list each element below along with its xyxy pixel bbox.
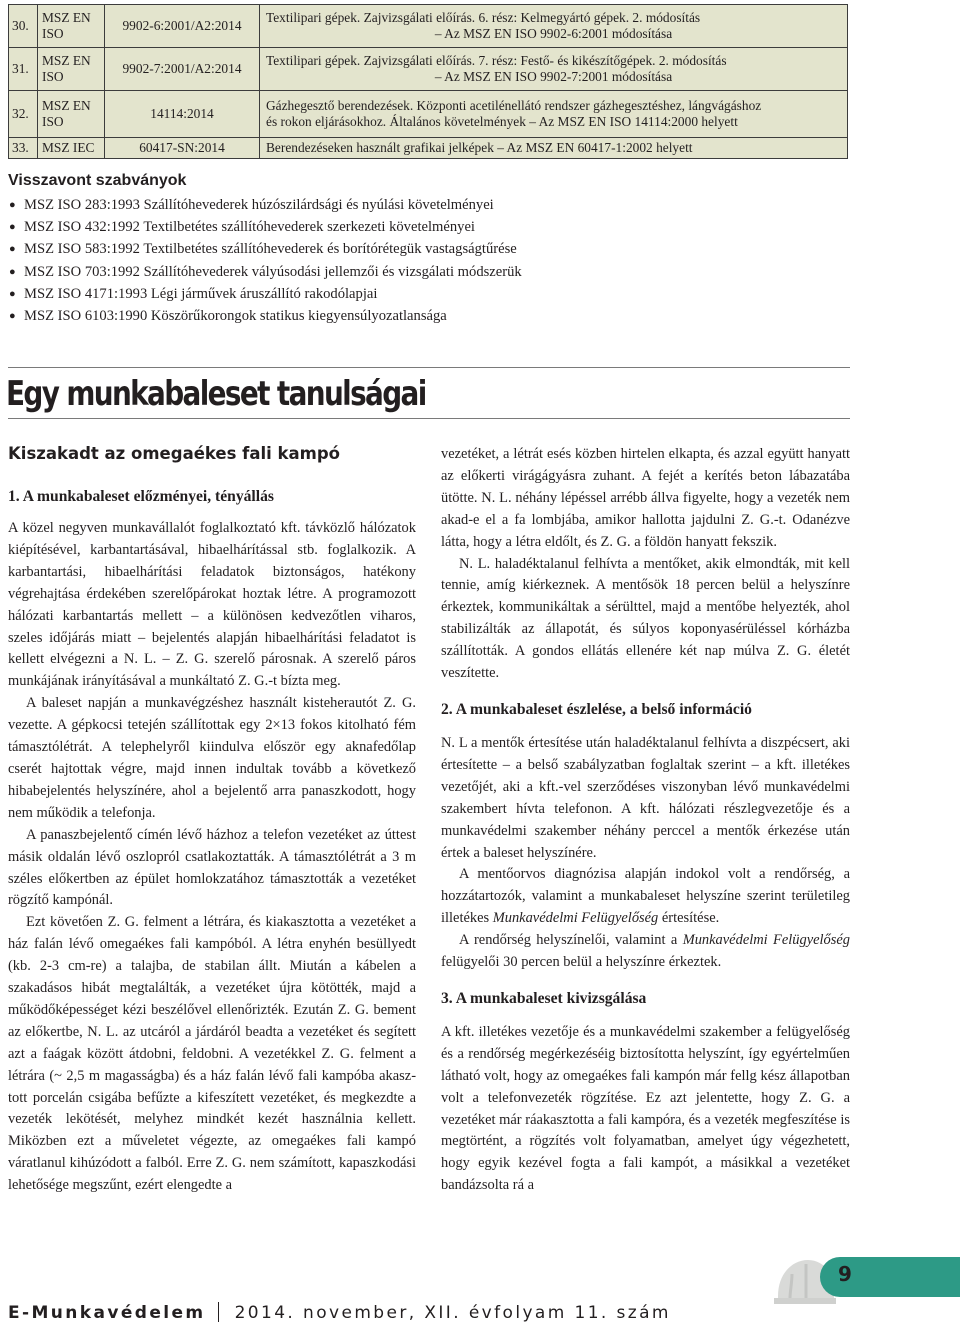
standard-org: MSZ IEC	[38, 138, 105, 159]
section-heading: 1. A munkabaleset előzményei, tényállás	[8, 488, 274, 505]
paragraph: A baleset napján a munkavégzéshez használt kisteherautót Z. G. vezette. A gépkocsi tetején szállítottak egy 2×13 fokos kitolható fém támasztólétrát. A telephelyről kiindulva először egy aknafedőlap cserét hajtottak végre, majd innen indultak tovább a következő hibabejelentés helyszínére, ahol a bejelentő arra panaszkodott, hogy nem működik a telefonja.	[8, 695, 416, 821]
footer-separator	[218, 1302, 219, 1322]
section-heading: 3. A munkabaleset kivizsgálása	[441, 989, 647, 1007]
bullet-icon: ●	[9, 287, 16, 300]
list-item: ● MSZ ISO 283:1993 Szállítóhevederek húzószilárdsági és nyúlási követelményei	[8, 194, 522, 216]
paragraph: N. L. haladéktalanul felhívta a mentőket, akik elmondták, mit kell tennie, amíg kiérkeznek. A mentősök 18 percen belül a helyszínre érkeztek, kommunikáltak a sérülttel, majd a mentőbe helyezték, ahol stabilizálták az állapotát, és súlyos koponyasérüléssel kórházba szállították. A gondos ellátás ellenére két nap múlva Z. G. életét veszítette.	[441, 555, 850, 682]
paragraph: A közel negyven munkavállalót foglalkoztató kft. távközlő hálózatok kiépítésével, karbantartásával, hibaelhárítással stb. foglalkozik. A karbantartási, hibaelhárítási feladatok biztonságos, hatékony végrehajtása érdekében szerelőpárokat hoztak létre. A programozott hálózati karbantartás mellett – a különösen kedvezőtlen viharos, szeles időjárás miatt – bejelentés alapján hibaelhárítási feladatot is kellett elvégezni a N. L. – Z. G. szerelő párosnak. A szerelő páros munkájának irányításával a munkáltató Z. G.-t bízta meg.	[8, 520, 416, 690]
standard-code: 9902-6:2001/A2:2014	[105, 5, 260, 48]
standard-description: Textilipari gépek. Zajvizsgálati előírás. 7. rész: Festő- és kikészítőgépek. 2. módosítás – Az MSZ EN ISO 9902-7:2001 módosítása	[260, 48, 848, 91]
article-subtitle: Kiszakadt az omegaékes fali kampó	[8, 444, 340, 463]
standards-table	[8, 4, 848, 159]
list-item: ● MSZ ISO 6103:1990 Köszörűkorongok statikus kiegyensúlyozatlansága	[8, 305, 522, 327]
heading-rule-bottom	[8, 418, 850, 419]
section-heading: 2. A munkabaleset észlelése, a belső információ	[441, 700, 752, 718]
page-number: 9	[838, 1262, 852, 1286]
emphasis: Munkavédelmi Felügyelőség	[492, 910, 659, 927]
bullet-icon: ●	[9, 309, 16, 322]
row-number: 33.	[9, 138, 38, 159]
standard-org: MSZ EN ISO	[38, 5, 105, 48]
table-row	[9, 138, 848, 159]
standard-code: 9902-7:2001/A2:2014	[105, 48, 260, 91]
list-item: ● MSZ ISO 583:1992 Textilbetétes szállítóhevederek és borítórétegük vastagságtűrése	[8, 238, 522, 260]
list-item: ● MSZ ISO 703:1992 Szállítóhevederek vályúsodási jellemzői és vizsgálati módszerük	[8, 261, 522, 283]
bullet-icon: ●	[9, 199, 16, 211]
magazine-name: E-Munkavédelem	[8, 1303, 206, 1323]
table-row	[9, 5, 848, 48]
standard-description: Gázhegesztő berendezések. Központi acetilénellátó rendszer gázhegesztéshez, lángvágáshoz és rokon eljárásokhoz. Általános követelmények – Az MSZ EN ISO 14114:2000 helyett	[260, 91, 848, 138]
paragraph: A kft. illetékes vezetője és a munkavédelmi szakember a felügyelőség és a rendőrség megérkezéséig biztosította helyszínt, így egyértelműen látható volt, hogy az omegaékes fali kampón már fellg kész állapotban volt a telefonvezeték rögzítése. Ez azt jelentette, hogy Z. G. a vezetéket már ráakasztotta a fali kampóra, és a vezeték megfeszítése is megtörtént, a rögzítés volt folyamatban, amelyet úgy végezhetett, hogy egyik kezével fogta a fali kampót, a másikkal a vezetéket bandázsolta rá a	[441, 1023, 850, 1194]
bullet-icon: ●	[9, 221, 16, 234]
paragraph: Ezt követően Z. G. felment a létrára, és kiakasztotta a vezetéket a ház falán lévő omegaékes fali kampóból. A létra enyhén besüllyedt (kb. 2-3 cm-re) a talajba, de stabilan állt. Miután a kábelen a szakadásos hibát megtalálták, a vezetéket újra kötötték, majd a működőképességet kézi beszélővel ellenőrizték. Ezután Z. G. bement az előkertbe, N. L. az utcáról a járdáról beadta a vezetéket és segített azt a faágak között átdobni, feldobni. A vezetékkel Z. G. felment a létrára (~ 2,5 m magasságba) és a ház falán lévő fali kampóba akasztott porcelán csigába befűzte a kifeszített vezetéket, és megkezdte a vezeték lekötését, melyhez mindkét kezét használnia kellett. Miközben ezt a műveletet végezte, az omegaékes fali kampó váratlanul kihúzódott a falból. Erre Z. G. nem számított, kapaszkodási lehetősége megszűnt, ezért elengedte a	[8, 914, 416, 1194]
row-number: 30.	[9, 5, 38, 48]
paragraph: A rendőrség helyszínelői, valamint a Munkavédelmi Felügyelőség felügyelői 30 percen belül a helyszínre érkeztek.	[441, 932, 851, 971]
standard-code: 14114:2014	[105, 91, 260, 138]
article-column-left	[8, 486, 416, 1197]
paragraph: N. L a mentők értesítése után haladéktalanul felhívta a diszpécsert, aki értesítette – a belső szabályzatban foglaltak szerint – a kft. illetékes vezetőjét, aki a kft.-vel szerződéses viszonyban lévő munkavédelmi szakembert hívta telefonon. A kft. hálózati részlegvezetője és a munkavédelmi szakember néhány perccel a mentők érkezése után értek a baleset helyszínére.	[441, 734, 850, 861]
withdrawn-list	[8, 194, 522, 327]
article-title: Egy munkabaleset tanulságai	[6, 374, 426, 414]
article-column-right	[441, 444, 850, 1197]
standard-description: Textilipari gépek. Zajvizsgálati előírás. 6. rész: Kelmegyártó gépek. 2. módosítás – Az MSZ EN ISO 9902-6:2001 módosítása	[260, 5, 848, 48]
standard-description: Berendezéseken használt grafikai jelképek – Az MSZ EN 60417-1:2002 helyett	[260, 138, 848, 159]
bullet-icon: ●	[9, 265, 16, 278]
row-number: 31.	[9, 48, 38, 91]
paragraph: A panaszbejelentő címén lévő házhoz a telefon vezetéket az úttest másik oldalán lévő oszlopról csatlakoztatták. A támasztólétrát a 3 m széles előkertben az épület homlokzatához támasztották a vezetéket rögzítő kampónál.	[8, 826, 416, 909]
paragraph: vezetéket, a létrát esés közben hirtelen elkapta, és azzal együtt hanyatt az előkerti virágágyásra zuhant. A fejét a kerítés beton lábazatába ütötte. N. L. néhány lépéssel arrébb állva figyelte, hogy a vezeték nem akad-e el a fa lombjába, amikor hallotta jajdulni Z. G.-t. Odanézve látta, hogy a létra eldőlt, és Z. G. a földön hanyatt fekszik.	[441, 446, 850, 550]
issue-info: 2014. november, XII. évfolyam 11. szám	[234, 1303, 671, 1323]
heading-rule-top	[8, 367, 850, 368]
standard-code: 60417-SN:2014	[105, 138, 260, 159]
emphasis: Munkavédelmi Felügyelőség	[682, 932, 851, 949]
table-row	[9, 91, 848, 138]
table-row	[9, 48, 848, 91]
standard-org: MSZ EN ISO	[38, 91, 105, 138]
list-item: ● MSZ ISO 4171:1993 Légi járművek áruszállító rakodólapjai	[8, 283, 522, 305]
withdrawn-title: Visszavont szabványok	[8, 172, 187, 189]
footer	[8, 1302, 671, 1323]
list-item: ● MSZ ISO 432:1992 Textilbetétes szállítóhevederek szerkezeti követelményei	[8, 216, 522, 238]
paragraph: A mentőorvos diagnózisa alapján indokol volt a rendőrség, a hozzátartozók, valamint a munkabaleset helyszíne szerint területileg illetékes Munkavédelmi Felügyelőség értesítése.	[441, 866, 850, 927]
bullet-icon: ●	[9, 243, 16, 256]
standard-org: MSZ EN ISO	[38, 48, 105, 91]
row-number: 32.	[9, 91, 38, 138]
